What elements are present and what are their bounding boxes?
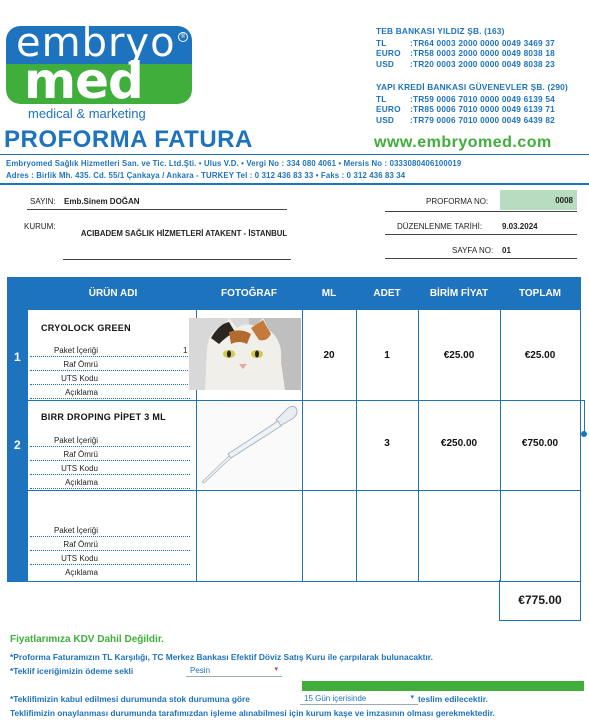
- logo-word-embryo: embryo: [16, 26, 176, 66]
- yk-row-usd-iban: :TR79 0006 7010 0000 0049 6439 82: [410, 115, 555, 125]
- page-no-label: SAYFA NO:: [452, 246, 494, 255]
- teb-row-usd-cur: USD: [376, 59, 395, 69]
- field-dotline: [30, 550, 190, 551]
- row-2-label-aciklama: Açıklama: [65, 478, 98, 487]
- pipette-photo: [198, 402, 300, 488]
- row-1-birim-fiyat[interactable]: €25.00: [443, 350, 475, 361]
- row-2-label-raf: Raf Ömrü: [63, 450, 98, 459]
- delivery-note-end: teslim edilecektir.: [418, 694, 488, 704]
- row-1-label-uts: UTS Kodu: [61, 374, 98, 383]
- field-dotline: [30, 356, 190, 357]
- field-dotline: [30, 536, 190, 537]
- green-accent-bar: [302, 681, 584, 691]
- yk-row-euro-iban: :TR85 0006 7010 0000 0049 6139 71: [410, 104, 555, 114]
- proforma-underline: [385, 211, 577, 212]
- sayin-label: SAYIN:: [30, 197, 56, 206]
- row-1-label-raf: Raf Ömrü: [63, 360, 98, 369]
- col-header-foto: FOTOĞRAF: [221, 288, 277, 299]
- teb-row-tl-cur: TL: [376, 38, 387, 48]
- proforma-no-value: 0008: [555, 196, 573, 205]
- payment-select-value: Pesin: [190, 666, 211, 675]
- row-1-adet[interactable]: 1: [384, 350, 390, 361]
- field-dotline: [30, 446, 190, 447]
- delivery-select[interactable]: [300, 692, 418, 705]
- registered-mark: ®: [178, 32, 188, 42]
- teb-bank-name: TEB BANKASI YILDIZ ŞB. (163): [376, 26, 505, 36]
- field-dotline: [30, 384, 190, 385]
- col-header-ml: ML: [321, 288, 337, 299]
- yk-row-usd-cur: USD: [376, 115, 395, 125]
- row-2-toplam: €750.00: [521, 438, 559, 449]
- kdv-note: Fiyatlarımıza KDV Dahil Değildir.: [10, 634, 164, 645]
- company-info: Embryomed Sağlık Hizmetleri San. ve Tic. Ltd.Şti. • Ulus V.D. • Vergi No : 334 080 4061 • Mersis No : 0333080406100019: [6, 159, 462, 168]
- yk-row-euro-cur: EURO: [376, 104, 401, 114]
- row-3-label-raf: Raf Ömrü: [63, 540, 98, 549]
- kurum-label: KURUM:: [24, 222, 56, 231]
- field-dotline: [30, 460, 190, 461]
- field-dotline: [30, 474, 190, 475]
- row-2-birim-fiyat[interactable]: €250.00: [440, 438, 478, 449]
- approval-note: Teklifimizin onaylanması durumunda tarafımızdan işleme alınabilmesi için kurum kaşe ve imzasının olması gerekmektedir.: [10, 708, 495, 718]
- page-no-value[interactable]: 01: [502, 246, 511, 255]
- sayin-value[interactable]: Emb.Sinem DOĞAN: [64, 197, 140, 206]
- row-1-product-name[interactable]: CRYOLOCK GREEN: [41, 323, 131, 333]
- header-divider: [0, 154, 589, 155]
- col-header-toplam: TOPLAM: [518, 288, 562, 299]
- yk-row-tl-cur: TL: [376, 94, 387, 104]
- field-dotline: [30, 370, 190, 371]
- payment-select[interactable]: [186, 664, 282, 677]
- teb-row-euro-cur: EURO: [376, 48, 401, 58]
- row-2-adet[interactable]: 3: [384, 438, 390, 449]
- row-1-label-aciklama: Açıklama: [65, 388, 98, 397]
- total-underline: [499, 620, 581, 621]
- kurum-underline: [63, 259, 291, 260]
- yk-row-tl-iban: :TR59 0006 7010 0000 0049 6139 54: [410, 94, 555, 104]
- col-header-adet: ADET: [373, 288, 401, 299]
- row-divider: [28, 490, 580, 491]
- sayin-underline: [27, 209, 287, 210]
- cat-photo: [189, 318, 301, 390]
- table-header: [8, 278, 580, 310]
- grand-total-box: [499, 580, 581, 621]
- row-3-label-aciklama: Açıklama: [65, 568, 98, 577]
- header-divider-bottom: [0, 183, 589, 185]
- row-1-number: 1: [14, 350, 21, 364]
- row-1-toplam: €25.00: [524, 350, 556, 361]
- field-dotline: [30, 488, 190, 489]
- teb-row-usd-iban: :TR20 0003 2000 0000 0049 8038 23: [410, 59, 555, 69]
- date-label: DÜZENLENME TARİHİ:: [397, 222, 483, 231]
- field-dotline: [30, 564, 190, 565]
- date-underline: [385, 234, 577, 235]
- proforma-no-field[interactable]: [500, 190, 577, 210]
- grand-total-value: €775.00: [518, 593, 562, 607]
- currency-note: *Proforma Faturamızın TL Karşılığı, TC Merkez Bankası Efektif Döviz Satış Kuru ile çarpılarak bulunacaktır.: [10, 652, 433, 662]
- row-2-number: 2: [14, 438, 21, 452]
- col-header-birim: BİRİM FİYAT: [429, 288, 489, 299]
- delivery-note-start: *Teklifimizin kabul edilmesi durumunda stok durumuna göre: [10, 694, 250, 704]
- website-link[interactable]: www.embryomed.com: [374, 134, 552, 151]
- chevron-down-icon: ▾: [274, 666, 278, 673]
- company-logo: [6, 26, 192, 104]
- kurum-value[interactable]: ACIBADEM SAĞLIK HİZMETLERİ ATAKENT - İSTANBUL: [80, 229, 288, 238]
- resize-handle[interactable]: [581, 431, 587, 437]
- chevron-down-icon: ▾: [410, 694, 414, 701]
- row-1-label-paket: Paket İçeriği: [53, 346, 98, 355]
- date-value[interactable]: 9.03.2024: [502, 222, 538, 231]
- address-info: Adres : Birlik Mh. 435. Cd. 55/1 Çankaya / Ankara - TURKEY Tel : 0 312 436 83 33 • Faks : 0 312 436 83 34: [6, 171, 406, 180]
- logo-tagline: medical & marketing: [28, 106, 146, 121]
- product-table: [7, 277, 581, 582]
- row-2-label-paket: Paket İçeriği: [53, 436, 98, 445]
- row-1-paket-value[interactable]: 1: [183, 346, 188, 355]
- delivery-select-value: 15 Gün içerisinde: [304, 694, 367, 703]
- proforma-no-label: PROFORMA NO:: [426, 197, 489, 206]
- row-divider: [28, 400, 580, 401]
- row-3-label-paket: Paket İçeriği: [53, 526, 98, 535]
- row-1-ml[interactable]: 20: [323, 350, 335, 361]
- row-2-label-uts: UTS Kodu: [61, 464, 98, 473]
- field-dotline: [30, 398, 190, 399]
- page-underline: [385, 258, 577, 259]
- col-header-urun: ÜRÜN ADI: [88, 288, 138, 299]
- row-2-product-name[interactable]: BIRR DROPING PİPET 3 ML: [41, 412, 166, 422]
- teb-row-euro-iban: :TR58 0003 2000 0000 0049 8038 18: [410, 48, 555, 58]
- resize-guide: [584, 400, 585, 434]
- page-title: PROFORMA FATURA: [4, 126, 253, 153]
- row-3-label-uts: UTS Kodu: [61, 554, 98, 563]
- payment-label: *Teklif iceriğimizin ödeme sekli: [10, 666, 134, 676]
- logo-word-med: med: [24, 52, 143, 104]
- teb-row-tl-iban: :TR64 0003 2000 0000 0049 3469 37: [410, 38, 555, 48]
- yapikredi-bank-name: YAPI KREDİ BANKASI GÜVENEVLER ŞB. (290): [376, 82, 568, 92]
